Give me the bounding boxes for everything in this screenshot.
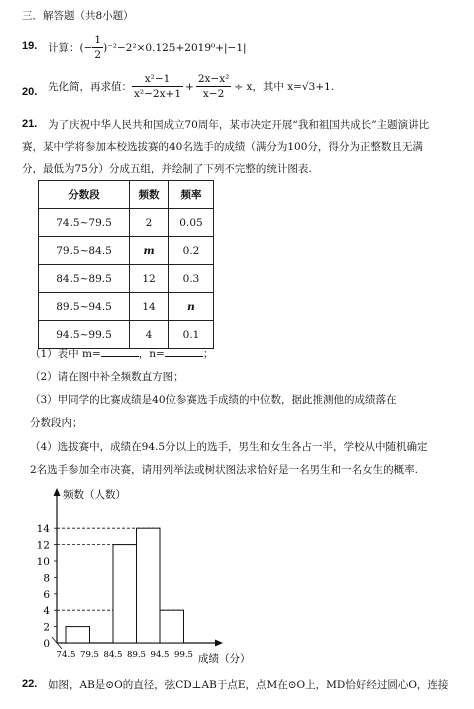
q21-sub-3-line-1: （3）甲同学的比赛成绩是40位参赛选手成绩的中位数，据此推测他的成绩落在 bbox=[30, 394, 397, 406]
frequency-histogram bbox=[0, 480, 474, 680]
table-cell: 12 bbox=[130, 265, 169, 293]
x-axis-arrow bbox=[215, 640, 223, 647]
x-tick-label: 99.5 bbox=[174, 650, 193, 660]
histogram-bar bbox=[66, 627, 90, 643]
q20-plus: + bbox=[185, 80, 194, 93]
q19-frac-den: 2 bbox=[94, 49, 102, 61]
answer-blank-n bbox=[165, 346, 203, 357]
q19-prefix: 计算：(− bbox=[48, 41, 93, 54]
question-21-number: 21. bbox=[22, 118, 38, 130]
q21-sub-1 bbox=[30, 346, 213, 361]
q21-sub-2: （2）请在图中补全频数直方图； bbox=[30, 371, 184, 383]
y-axis-arrow bbox=[54, 488, 61, 496]
q21-sub-4-line-1: （4）选拔赛中，成绩在94.5分以上的选手，男生和女生各占一半，学校从中随机确定 bbox=[30, 441, 428, 453]
table-header-cell: 频率 bbox=[169, 181, 214, 209]
table-cell: 84.5~89.5 bbox=[39, 265, 130, 293]
q22-text: 如图，AB是⊙O的直径，弦CD⊥AB于点E，点M在⊙O上，MD恰好经过圆心O，连接 bbox=[48, 679, 449, 691]
table-cell: 89.5~94.5 bbox=[39, 293, 130, 321]
section-header: 三．解答题（共8小题） bbox=[22, 10, 134, 22]
question-19-text bbox=[48, 33, 247, 62]
table-row bbox=[39, 265, 214, 293]
histogram-bar bbox=[160, 610, 184, 643]
x-tick-label: 94.5 bbox=[150, 650, 170, 660]
table-row bbox=[39, 209, 214, 237]
table-cell: 94.5~99.5 bbox=[39, 321, 130, 349]
q21-line-3: 分，最低为75分）分成五组，并绘制了下列不完整的统计图表. bbox=[22, 163, 312, 175]
q19-fraction bbox=[92, 33, 103, 62]
x-tick-label: 84.5 bbox=[103, 650, 123, 660]
q21-sub-3-line-2: 分数段内； bbox=[30, 417, 83, 429]
histogram-bar bbox=[113, 545, 137, 643]
y-tick-label: 2 bbox=[43, 621, 50, 634]
question-20-text bbox=[48, 72, 334, 101]
table-row bbox=[39, 321, 214, 349]
frequency-table bbox=[38, 180, 214, 349]
y-tick-label: 4 bbox=[43, 605, 50, 618]
table-cell: m bbox=[130, 237, 169, 265]
table-row bbox=[39, 237, 214, 265]
histogram-bar bbox=[137, 528, 161, 643]
q20-fraction-2 bbox=[196, 72, 232, 101]
sub1-label-b: ，n= bbox=[138, 348, 165, 360]
q20-frac1-num: x²−1 bbox=[132, 72, 183, 87]
y-axis-label: 频数（人数） bbox=[63, 489, 126, 501]
table-cell: 2 bbox=[130, 209, 169, 237]
q19-frac-num: 1 bbox=[94, 34, 102, 46]
y-tick-label: 14 bbox=[36, 523, 50, 536]
q21-sub-4-line-2: 2名选手参加全市决赛，请用列举法或树状图法求恰好是一名男生和一名女生的概率. bbox=[30, 464, 419, 476]
y-tick-label: 12 bbox=[36, 539, 50, 552]
y-tick-label: 0 bbox=[43, 638, 50, 650]
table-cell: 0.2 bbox=[169, 237, 214, 265]
x-axis-label: 成绩（分） bbox=[198, 653, 251, 665]
table-header-cell: 分数段 bbox=[39, 181, 130, 209]
q20-frac2-den: x−2 bbox=[202, 88, 225, 100]
table-cell: 0.05 bbox=[169, 209, 214, 237]
q21-line-1: 为了庆祝中华人民共和国成立70周年，某市决定开展“我和祖国共成长”主题演讲比 bbox=[48, 119, 430, 131]
table-header-row bbox=[39, 181, 214, 209]
question-19-number: 19. bbox=[22, 40, 38, 52]
x-tick-label: 79.5 bbox=[80, 650, 99, 660]
q20-frac2-num: 2x−x² bbox=[197, 73, 230, 85]
q20-rest: ÷ x，其中 x=√3+1. bbox=[234, 80, 335, 93]
table-cell: 4 bbox=[130, 321, 169, 349]
table-cell: 74.5~79.5 bbox=[39, 209, 130, 237]
table-cell: 79.5~84.5 bbox=[39, 237, 130, 265]
table-row bbox=[39, 293, 214, 321]
q20-prefix: 先化简，再求值： bbox=[48, 80, 132, 93]
q19-rest: )⁻²−2²×0.125+2019⁰+|−1| bbox=[103, 41, 247, 54]
q20-fraction-1 bbox=[132, 72, 183, 101]
question-22-number: 22. bbox=[22, 678, 38, 690]
y-tick-label: 6 bbox=[43, 588, 50, 601]
table-cell: n bbox=[169, 293, 214, 321]
x-tick-label: 74.5 bbox=[56, 650, 76, 660]
sub1-label-c: ； bbox=[202, 348, 214, 360]
q20-frac1-den: x²−2x+1 bbox=[134, 88, 182, 100]
x-tick-label: 89.5 bbox=[127, 650, 146, 660]
answer-blank-m bbox=[101, 346, 139, 357]
table-cell: 0.3 bbox=[169, 265, 214, 293]
sub1-label-a: （1）表中 m= bbox=[30, 348, 101, 360]
y-tick-label: 10 bbox=[36, 556, 50, 568]
table-cell: 14 bbox=[130, 293, 169, 321]
q21-line-2: 赛，某中学将参加本校选拔赛的40名选手的成绩（满分为100分，得分为正整数且无满 bbox=[22, 141, 423, 153]
table-header-cell: 频数 bbox=[130, 181, 169, 209]
table-cell: 0.1 bbox=[169, 321, 214, 349]
y-tick-label: 8 bbox=[43, 572, 50, 585]
question-20-number: 20. bbox=[22, 86, 38, 98]
